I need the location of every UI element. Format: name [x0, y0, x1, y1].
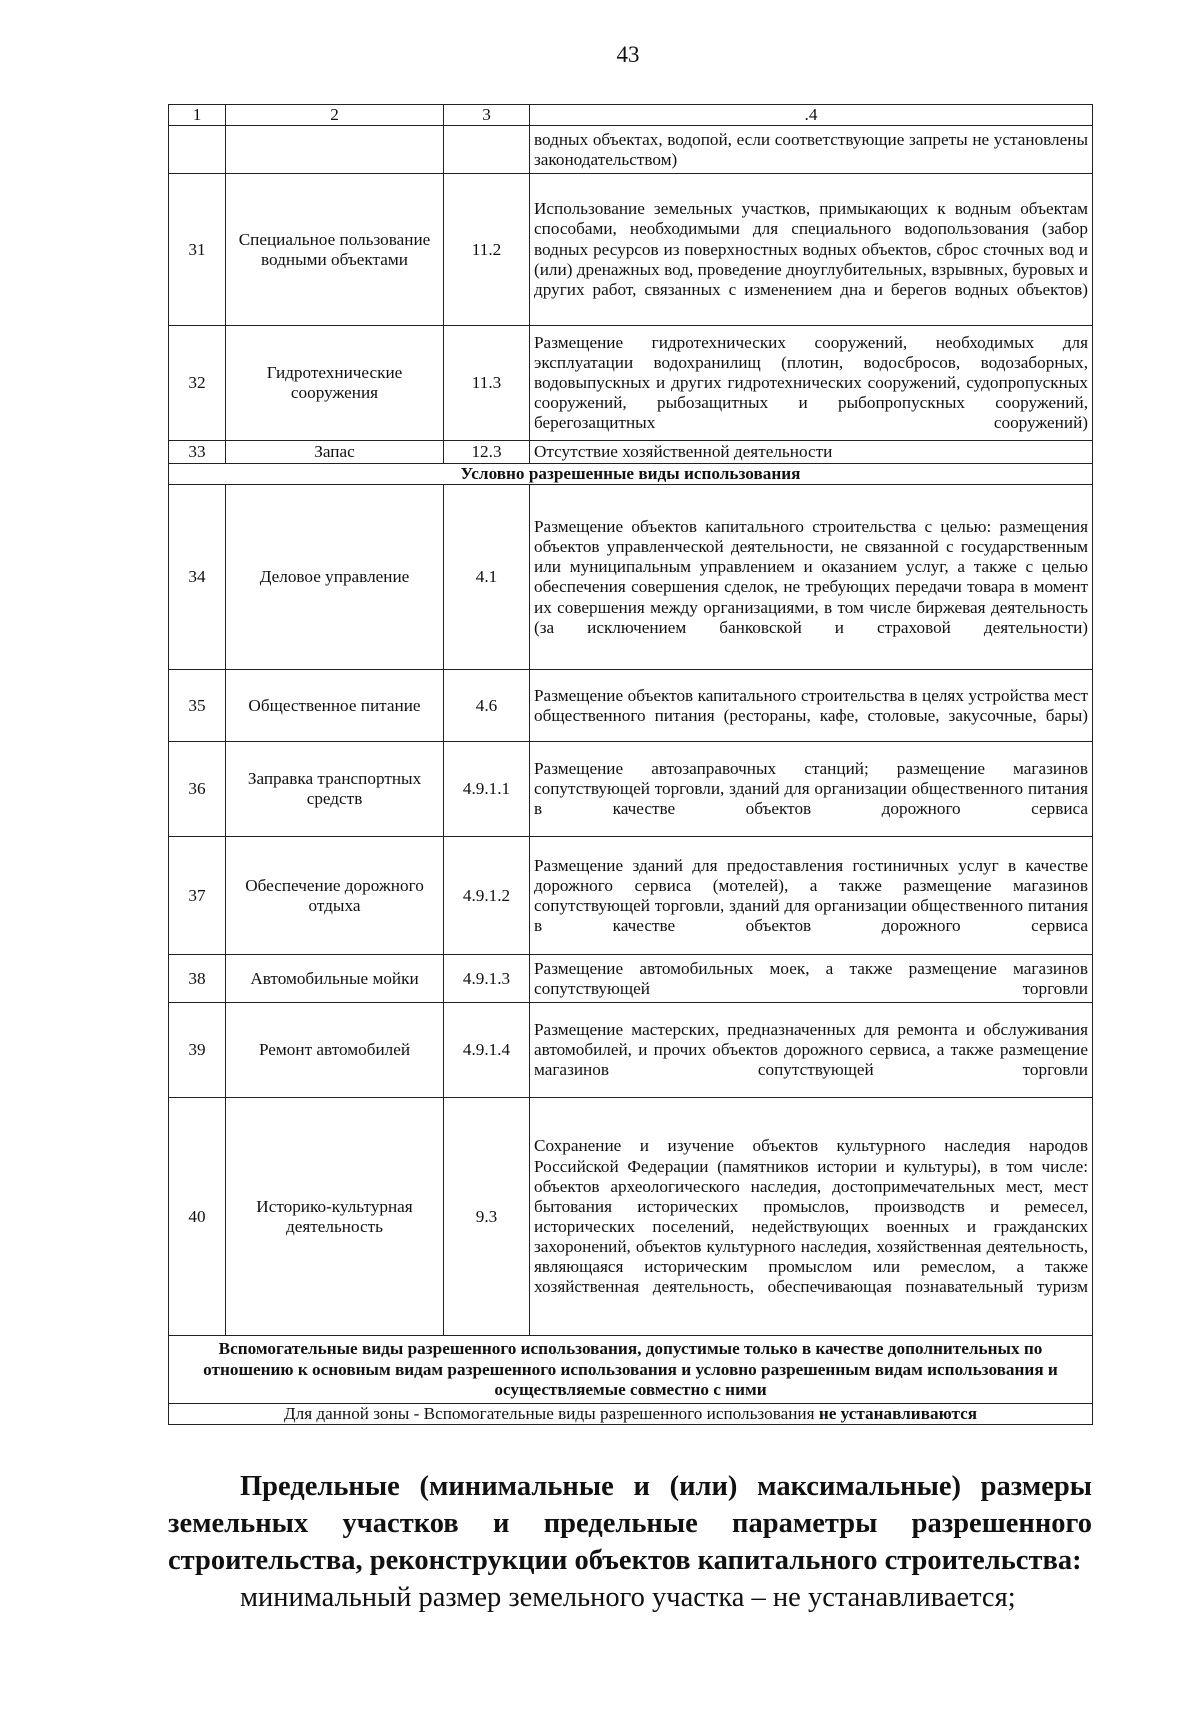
- use-description: Размещение объектов капитального строительства в целях устройства мест общественного питания (рестораны, кафе, столовые, закусочные, бары): [530, 670, 1093, 742]
- row-number: 39: [169, 1003, 226, 1098]
- table-row: [169, 742, 1093, 837]
- use-description: водных объектах, водопой, если соответствующие запреты не установлены законодательством): [530, 126, 1093, 174]
- use-name: Историко-культурная деятельность: [226, 1098, 444, 1336]
- header-col-1: 1: [169, 105, 226, 126]
- table-header-row: [169, 105, 1093, 126]
- table-row: [169, 485, 1093, 670]
- use-description: Отсутствие хозяйственной деятельности: [530, 441, 1093, 464]
- auxiliary-note-emphasis: не устанавливаются: [818, 1403, 978, 1423]
- use-description: Размещение автомобильных моек, а также размещение магазинов сопутствующей торговли: [530, 955, 1093, 1003]
- use-description: Сохранение и изучение объектов культурного наследия народов Российской Федерации (памятников истории и культуры), в том числе: объектов археологического наследия, достопримечательных мест, мест бытования исторических промыслов, производств и ремесел, исторических поселений, недействующих военных и гражданских захоронений, объектов культурного наследия, хозяйственная деятельность, являющаяся историческим промыслом или ремеслом, а также хозяйственная деятельность, обеспечивающая познавательный туризм: [530, 1098, 1093, 1336]
- row-number: 33: [169, 441, 226, 464]
- use-code: [444, 126, 530, 174]
- land-use-table: [168, 104, 1093, 1425]
- requirement-min-plot-size: минимальный размер земельного участка – не устанавливается;: [240, 1582, 1016, 1614]
- row-number: 32: [169, 326, 226, 441]
- requirements-block: [168, 1468, 1092, 1616]
- section-header-conditional: [169, 464, 1093, 485]
- use-name: [226, 126, 444, 174]
- section-title: Вспомогательные виды разрешенного использования, допустимые только в качестве дополнительных по отношению к основным видам разрешенного использования и условно разрешенным видам использования и осуществляемые совместно с ними: [169, 1336, 1093, 1403]
- row-number: 37: [169, 837, 226, 955]
- row-number: 40: [169, 1098, 226, 1336]
- use-name: Ремонт автомобилей: [226, 1003, 444, 1098]
- table-row: [169, 955, 1093, 1003]
- row-number: 35: [169, 670, 226, 742]
- table-row: [169, 441, 1093, 464]
- use-description: Размещение автозаправочных станций; размещение магазинов сопутствующей торговли, зданий для организации общественного питания в качестве объектов дорожного сервиса: [530, 742, 1093, 837]
- use-name: Общественное питание: [226, 670, 444, 742]
- use-name: Деловое управление: [226, 485, 444, 670]
- use-code: 4.1: [444, 485, 530, 670]
- header-col-3: 3: [444, 105, 530, 126]
- use-name: Запас: [226, 441, 444, 464]
- row-number: 36: [169, 742, 226, 837]
- use-description: Использование земельных участков, примыкающих к водным объектам способами, необходимыми для специального водопользования (забор водных ресурсов из поверхностных водных объектов, сброс сточных вод и (или) дренажных вод, проведение дноуглубительных, взрывных, буровых и других работ, связанных с изменением дна и берегов водных объектов): [530, 174, 1093, 326]
- use-name: Специальное пользование водными объектами: [226, 174, 444, 326]
- use-name: Автомобильные мойки: [226, 955, 444, 1003]
- auxiliary-note: [169, 1403, 1093, 1424]
- row-number: [169, 126, 226, 174]
- use-name: Обеспечение дорожного отдыха: [226, 837, 444, 955]
- use-description: Размещение мастерских, предназначенных для ремонта и обслуживания автомобилей, и прочих объектов дорожного сервиса, а также размещение магазинов сопутствующей торговли: [530, 1003, 1093, 1098]
- table-row: [169, 126, 1093, 174]
- table-row: [169, 1003, 1093, 1098]
- use-code: 4.9.1.4: [444, 1003, 530, 1098]
- use-code: 11.2: [444, 174, 530, 326]
- table-row: [169, 326, 1093, 441]
- table-row: [169, 670, 1093, 742]
- section-header-auxiliary: [169, 1336, 1093, 1403]
- table-row: [169, 1098, 1093, 1336]
- header-col-2: 2: [226, 105, 444, 126]
- row-number: 34: [169, 485, 226, 670]
- section-title: Условно разрешенные виды использования: [169, 464, 1093, 485]
- header-col-4: .4: [530, 105, 1093, 126]
- use-code: 12.3: [444, 441, 530, 464]
- use-code: 4.9.1.1: [444, 742, 530, 837]
- table-row: [169, 174, 1093, 326]
- auxiliary-note-text: Для данной зоны - Вспомогательные виды разрешенного использования: [283, 1403, 819, 1423]
- auxiliary-note-row: [169, 1403, 1093, 1424]
- use-code: 4.6: [444, 670, 530, 742]
- page-number: 43: [616, 42, 640, 67]
- use-code: 4.9.1.2: [444, 837, 530, 955]
- requirements-heading: Предельные (минимальные и (или) максимальные) размеры земельных участков и предельные параметры разрешенного строительства, реконструкции объектов капитального строительства:: [168, 1471, 1092, 1577]
- use-name: Заправка транспортных средств: [226, 742, 444, 837]
- table-row: [169, 837, 1093, 955]
- row-number: 31: [169, 174, 226, 326]
- use-description: Размещение зданий для предоставления гостиничных услуг в качестве дорожного сервиса (мотелей), а также размещение магазинов сопутствующей торговли, зданий для организации общественного питания в качестве объектов дорожного сервиса: [530, 837, 1093, 955]
- use-description: Размещение гидротехнических сооружений, необходимых для эксплуатации водохранилищ (плотин, водосбросов, водозаборных, водовыпускных и других гидротехнических сооружений, судопропускных сооружений, рыбозащитных и рыбопропускных сооружений, берегозащитных сооружений): [530, 326, 1093, 441]
- row-number: 38: [169, 955, 226, 1003]
- use-description: Размещение объектов капитального строительства с целью: размещения объектов управленческой деятельности, не связанной с государственным или муниципальным управлением и оказанием услуг, а также с целью обеспечения совершения сделок, не требующих передачи товара в момент их совершения между организациями, в том числе биржевая деятельность (за исключением банковской и страховой деятельности): [530, 485, 1093, 670]
- use-code: 9.3: [444, 1098, 530, 1336]
- use-name: Гидротехнические сооружения: [226, 326, 444, 441]
- use-code: 11.3: [444, 326, 530, 441]
- use-code: 4.9.1.3: [444, 955, 530, 1003]
